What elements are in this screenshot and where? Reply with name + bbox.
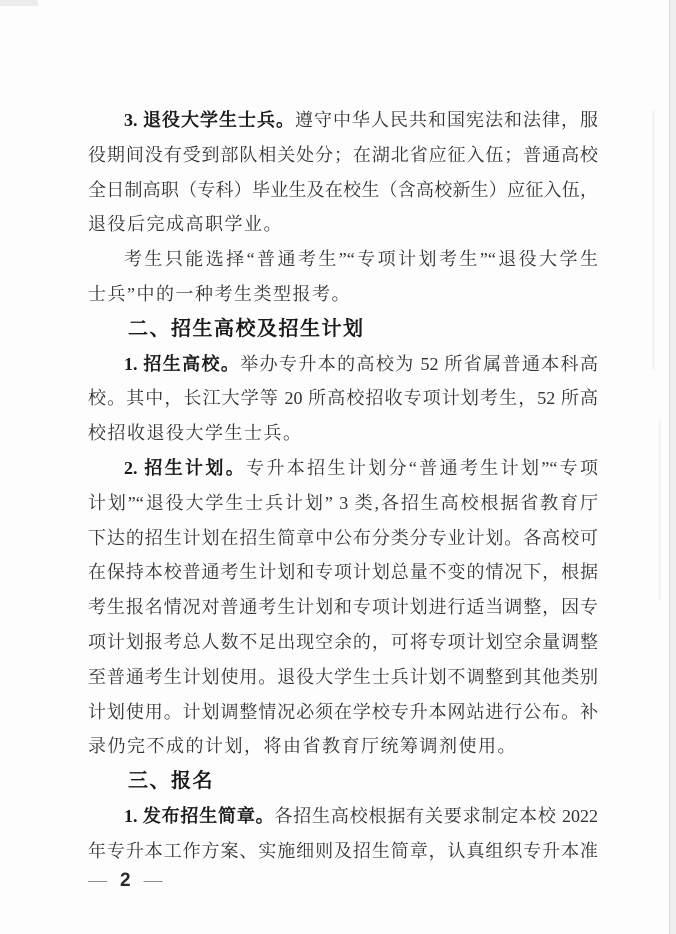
- text-line: [88, 521, 598, 556]
- text-line: [88, 799, 598, 834]
- text-segment: 年专升本工作方案、实施细则及招生简章，认真组织专升本准: [88, 840, 598, 861]
- text-line: [88, 173, 598, 208]
- text-line: [88, 347, 598, 382]
- text-line: [88, 695, 598, 730]
- text-segment: 至普通考生计划使用。退役大学生士兵计划不调整到其他类别: [88, 666, 598, 687]
- bold-text-segment: 1. 发布招生简章。: [124, 805, 275, 826]
- scan-edge-shadow: [669, 0, 676, 934]
- section-heading: [88, 312, 598, 347]
- text-line: [88, 486, 598, 521]
- text-segment: 校招收退役大学生士兵。: [88, 423, 303, 444]
- page-number-value: 2: [120, 870, 132, 891]
- bold-text-segment: 三、报名: [128, 770, 214, 793]
- page-number-dash-right: —: [143, 870, 164, 891]
- text-line: [88, 729, 598, 764]
- text-segment: 士兵”中的一种考生类型报考。: [88, 283, 351, 304]
- scan-artifact: [0, 0, 38, 6]
- text-line: [88, 555, 598, 590]
- text-segment: 计划”“退役大学生士兵计划” 3 类,各招生高校根据省教育厅: [88, 492, 598, 513]
- text-segment: 项计划报考总人数不足出现空余的，可将专项计划空余量调整: [88, 631, 598, 652]
- text-segment: 役期间没有受到部队相关处分；在湖北省应征入伍；普通高校: [88, 144, 598, 165]
- text-segment: 退役后完成高职学业。: [88, 214, 283, 235]
- bold-text-segment: 2. 招生计划。: [124, 457, 247, 478]
- section-heading: [88, 764, 598, 799]
- text-line: [88, 242, 598, 277]
- text-segment: 在保持本校普通考生计划和专项计划总量不变的情况下，根据: [88, 562, 598, 583]
- text-line: [88, 381, 598, 416]
- bold-text-segment: 二、招生高校及招生计划: [128, 317, 365, 340]
- text-line: [88, 625, 598, 660]
- scan-artifact: [652, 110, 655, 370]
- text-segment: 举办专升本的高校为 52 所省属普通本科高: [240, 353, 598, 374]
- text-segment: 遵守中华人民共和国宪法和法律，服: [295, 110, 598, 130]
- page-number-dash-left: —: [88, 870, 108, 891]
- text-line: [88, 590, 598, 625]
- text-segment: 专升本招生计划分“普通考生计划”“专项: [246, 457, 598, 478]
- text-line: [88, 416, 598, 451]
- text-segment: 各招生高校根据有关要求制定本校 2022: [274, 805, 598, 826]
- text-line: [88, 660, 598, 695]
- text-segment: 考生报名情况对普通考生计划和专项计划进行适当调整，因专: [88, 597, 598, 618]
- text-line: [88, 834, 598, 869]
- document-body: [88, 103, 598, 869]
- text-line: [88, 103, 598, 138]
- text-line: [88, 207, 598, 242]
- page-number: [88, 864, 164, 898]
- text-segment: 全日制高职（专科）毕业生及在校生（含高校新生）应征入伍，: [88, 179, 598, 200]
- text-segment: 下达的招生计划在招生简章中公布分类分专业计划。各高校可: [88, 527, 598, 548]
- text-line: [88, 277, 598, 312]
- text-segment: 考生只能选择“普通考生”“专项计划考生”“退役大学生: [124, 249, 598, 270]
- text-segment: 录仍完不成的计划，将由省教育厅统筹调剂使用。: [88, 736, 517, 757]
- bold-text-segment: 3. 退役大学生士兵。: [124, 110, 295, 130]
- bold-text-segment: 1. 招生高校。: [124, 353, 241, 374]
- text-line: [88, 451, 598, 486]
- text-segment: 计划使用。计划调整情况必须在学校专升本网站进行公布。补: [88, 701, 598, 722]
- scan-artifact: [658, 420, 661, 600]
- text-line: [88, 138, 598, 173]
- text-segment: 校。其中，长江大学等 20 所高校招收专项计划考生，52 所高: [88, 388, 598, 409]
